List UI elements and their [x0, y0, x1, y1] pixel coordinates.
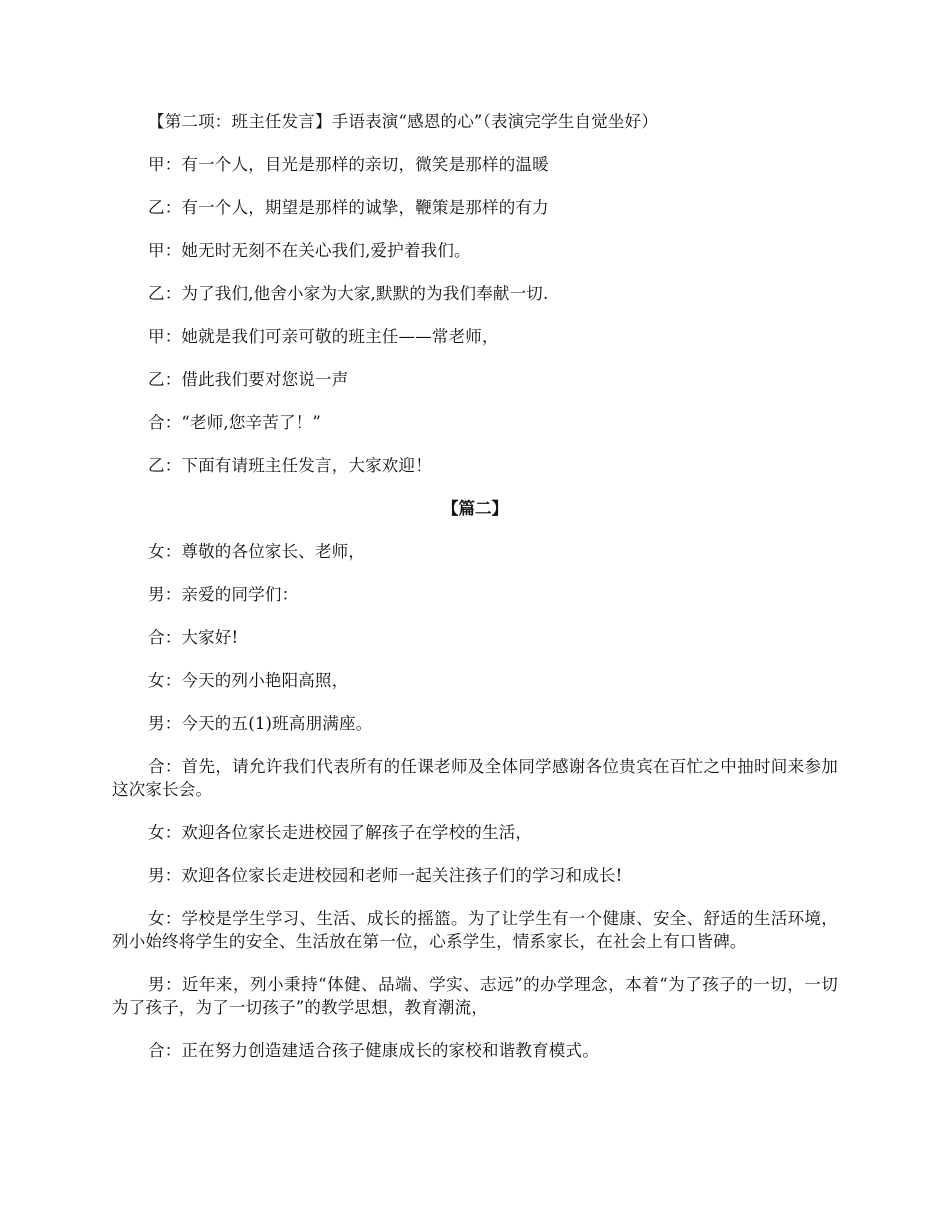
paragraph-dialogue: 男：今天的五(1)班高朋满座。: [148, 714, 373, 733]
paragraph-dialogue: 乙：有一个人，期望是那样的诚挚，鞭策是那样的有力: [148, 198, 549, 217]
section-heading: 【篇二】: [442, 499, 508, 518]
paragraph-dialogue: 男：亲爱的同学们：: [148, 585, 299, 604]
paragraph-dialogue: 乙：下面有请班主任发言，大家欢迎！: [148, 456, 432, 475]
paragraph-dialogue: 甲：她无时无刻不在关心我们,爱护着我们。: [148, 241, 471, 260]
paragraph-dialogue: 男：欢迎各位家长走进校园和老师一起关注孩子们的学习和成长!: [148, 866, 623, 885]
paragraph-dialogue: 合：正在努力创造建适合孩子健康成长的家校和谐教育模式。: [148, 1041, 599, 1060]
paragraph-program-item: 【第二项：班主任发言】手语表演“感恩的心”（表演完学生自觉坐好）: [148, 112, 659, 131]
paragraph-dialogue: 女：学校是学生学习、生活、成长的摇篮。为了让学生有一个健康、安全、舒适的生活环境，列小始终将学生的安全、生活放在第一位，心系学生，情系家长，在社会上有口皆碑。: [112, 909, 838, 951]
paragraph-dialogue: 女：欢迎各位家长走进校园了解孩子在学校的生活，: [148, 823, 533, 842]
paragraph-dialogue: 合：大家好!: [148, 628, 239, 647]
paragraph-dialogue: 合：“老师,您辛苦了！”: [148, 413, 322, 432]
paragraph-dialogue: 男：近年来，列小秉持“体健、品端、学实、志远”的办学理念，本着“为了孩子的一切，一切为了孩子，为了一切孩子”的教学思想，教育潮流，: [112, 975, 838, 1017]
paragraph-dialogue: 乙：为了我们,他舍小家为大家,默默的为我们奉献一切.: [148, 284, 549, 303]
paragraph-dialogue: 女：尊敬的各位家长、老师，: [148, 542, 366, 561]
paragraph-dialogue: 乙：借此我们要对您说一声: [148, 370, 349, 389]
paragraph-dialogue: 女：今天的列小艳阳高照，: [148, 671, 349, 690]
paragraph-dialogue: 甲：她就是我们可亲可敬的班主任——常老师，: [148, 327, 499, 346]
paragraph-dialogue: 甲：有一个人，目光是那样的亲切，微笑是那样的温暖: [148, 155, 549, 174]
paragraph-dialogue: 合：首先，请允许我们代表所有的任课老师及全体同学感谢各位贵宾在百忙之中抽时间来参加这次家长会。: [112, 757, 838, 799]
